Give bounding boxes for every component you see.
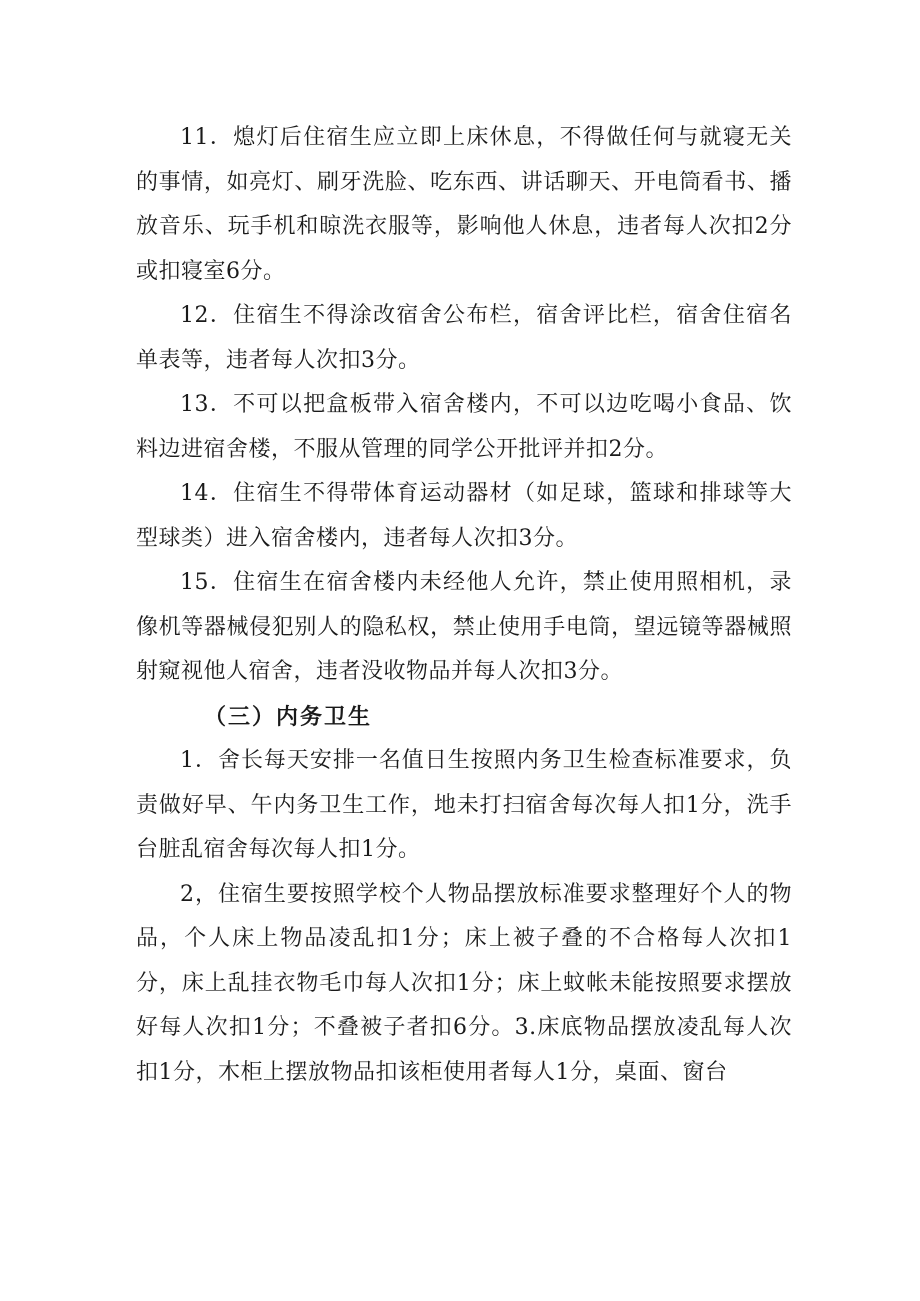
rule-paragraph-11: 11．熄灯后住宿生应立即上床休息，不得做任何与就寝无关的事情，如亮灯、刷牙洗脸、吃东西、讲话聊天、开电筒看书、播放音乐、玩手机和晾洗衣服等，影响他人休息，违者每人次扣2分或扣寝室6分。 (136, 125, 792, 284)
document-body (136, 116, 792, 1095)
rule-paragraph-14: 14．住宿生不得带体育运动器材（如足球，篮球和排球等大型球类）进入宿舍楼内，违者每人次扣3分。 (136, 481, 792, 551)
hygiene-paragraph-2: 2，住宿生要按照学校个人物品摆放标准要求整理好个人的物品，个人床上物品凌乱扣1分；床上被子叠的不合格每人次扣1分，床上乱挂衣物毛巾每人次扣1分；床上蚊帐未能按照要求摆放好每人次扣1分；不叠被子者扣6分。3.床底物品摆放凌乱每人次扣1分，木柜上摆放物品扣该柜使用者每人1分，桌面、窗台 (136, 881, 792, 1085)
rule-paragraph-13: 13．不可以把盒板带入宿舍楼内，不可以边吃喝小食品、饮料边进宿舍楼，不服从管理的同学公开批评并扣2分。 (136, 392, 792, 462)
rule-paragraph-12: 12．住宿生不得涂改宿舍公布栏，宿舍评比栏，宿舍住宿名单表等，违者每人次扣3分。 (136, 303, 792, 373)
rule-paragraph-15: 15．住宿生在宿舍楼内未经他人允许，禁止使用照相机，录像机等器械侵犯别人的隐私权，禁止使用手电筒，望远镜等器械照射窥视他人宿舍，违者没收物品并每人次扣3分。 (136, 570, 792, 684)
hygiene-paragraph-1: 1．舍长每天安排一名值日生按照内务卫生检查标准要求，负责做好早、午内务卫生工作，地未打扫宿舍每次每人扣1分，洗手台脏乱宿舍每次每人扣1分。 (136, 748, 792, 862)
section-heading: （三）内务卫生 (204, 703, 373, 730)
